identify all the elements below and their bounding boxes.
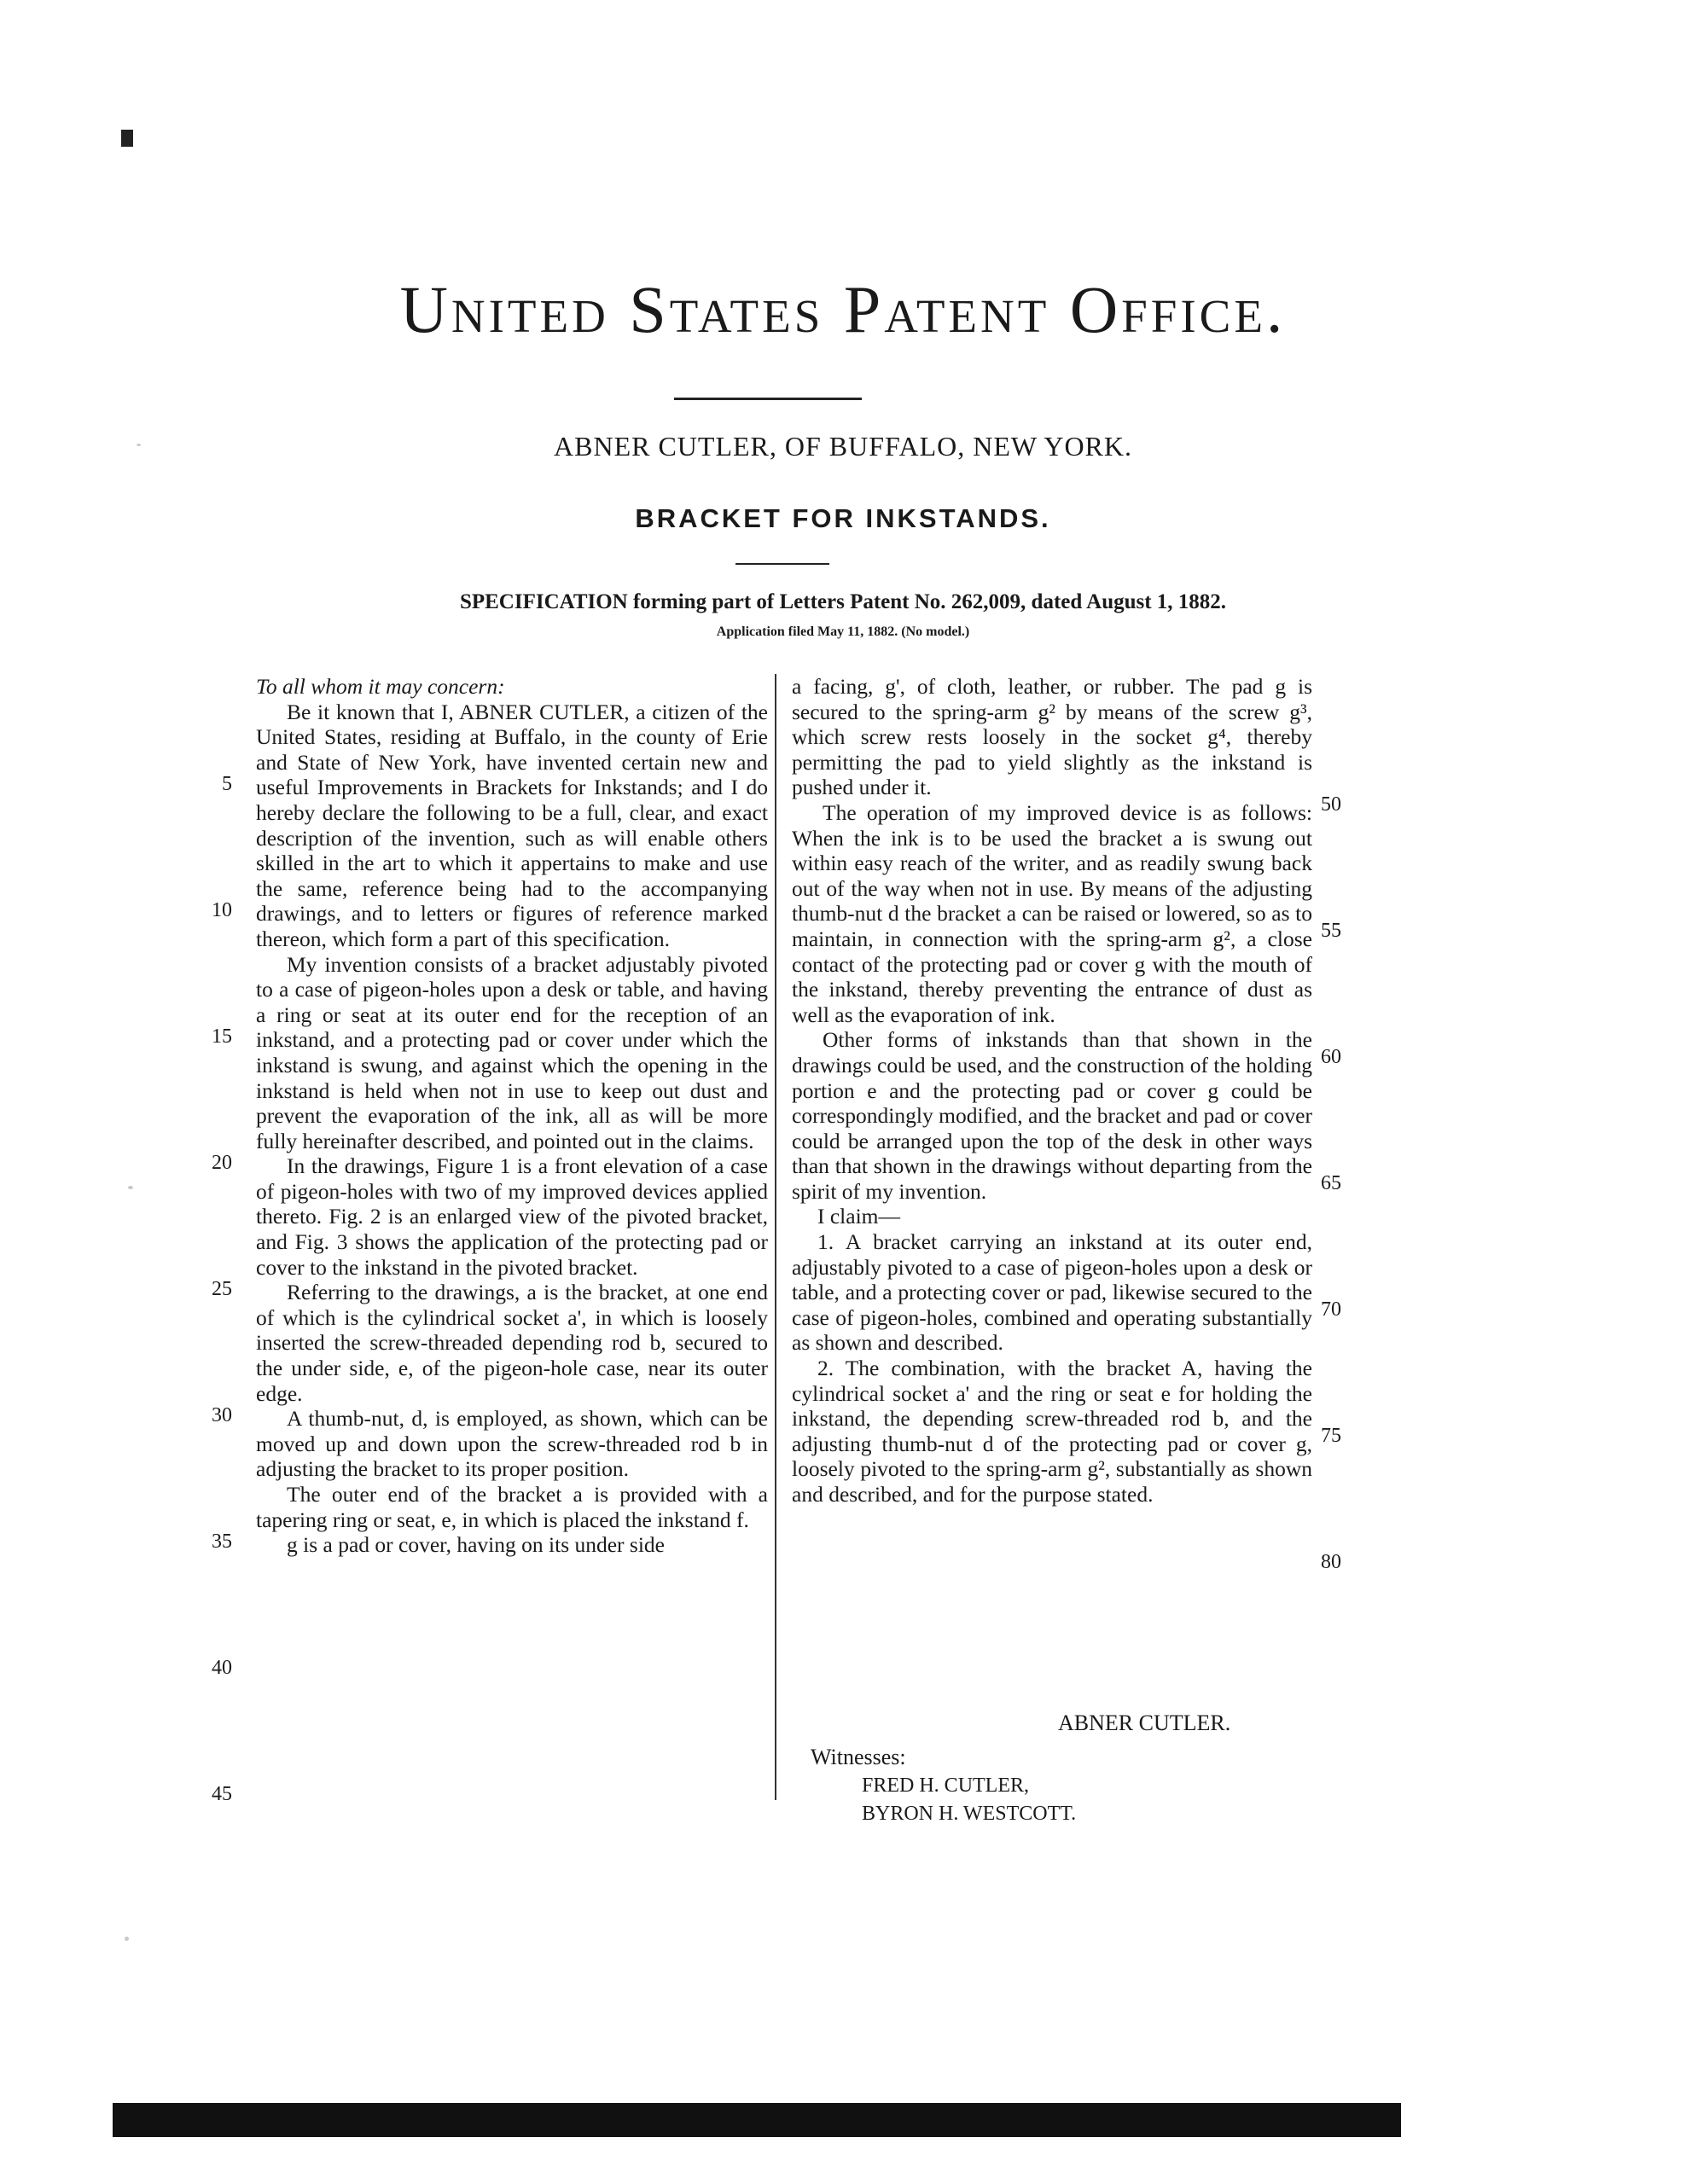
line-number: 60 bbox=[1321, 1046, 1341, 1068]
line-number: 75 bbox=[1321, 1425, 1341, 1447]
application-line: Application filed May 11, 1882. (No model.) bbox=[716, 624, 970, 639]
specification-line: SPECIFICATION forming part of Letters Patent No. 262,009, dated August 1, 1882. bbox=[459, 590, 1227, 613]
line-number: 70 bbox=[1321, 1298, 1341, 1321]
line-number: 50 bbox=[1321, 793, 1341, 816]
paragraph: Referring to the drawings, a is the bracket, at one end of which is the cylindrical socket a', in which is loosely inserted the screw-threaded depending rod b, secured to the under side, e, of the pigeon-hole case, near its outer edge. bbox=[256, 1280, 768, 1406]
claim: 2. The combination, with the bracket A, having the cylindrical socket a' and the ring or seat e for holding the inkstand, the depending screw-threaded rod b, and the adjusting thumb-nut d of the protecting pad or cover g, loosely pivoted to the spring-arm g², substantially as shown and described, and for the purpose stated. bbox=[792, 1356, 1312, 1507]
inventor-signature: ABNER CUTLER. bbox=[1058, 1711, 1231, 1735]
patent-office-heading: United States Patent Office. bbox=[399, 272, 1287, 346]
line-number: 5 bbox=[222, 773, 232, 795]
line-number: 40 bbox=[212, 1657, 232, 1679]
page-edge-mark bbox=[121, 130, 133, 147]
paragraph: The operation of my improved device is as follows: When the ink is to be used the bracket a is swung out within easy reach of the writer, and as readily swung back out of the way when not in use. By means of the adjusting thumb-nut d the bracket a can be raised or lowered, so as to maintain, in connection with the spring-arm g², a close contact of the protecting pad or cover g with the mouth of the inkstand, thereby preventing the entrance of dust as well as the evaporation of ink. bbox=[792, 799, 1312, 1027]
paragraph: Be it known that I, ABNER CUTLER, a citizen of the United States, residing at Buffalo, in the county of Erie and State of New York, have invented certain new and useful Improvements in Brackets for Inkstands; and I do hereby declare the following to be a full, clear, and exact description of the invention, such as will enable others skilled in the art to which it appertains to make and use the same, reference being had to the accompanying drawings, and to letters or figures of reference marked thereon, which form a part of this specification. bbox=[256, 699, 768, 951]
line-number: 80 bbox=[1321, 1551, 1341, 1573]
line-number: 45 bbox=[212, 1783, 232, 1805]
line-number: 25 bbox=[212, 1278, 232, 1300]
salutation: To all whom it may concern: bbox=[256, 674, 505, 699]
paragraph: g is a pad or cover, having on its under side bbox=[287, 1532, 666, 1558]
line-number: 30 bbox=[212, 1404, 232, 1426]
scan-bottom-bar bbox=[113, 2103, 1401, 2137]
invention-title: BRACKET FOR INKSTANDS. bbox=[635, 503, 1051, 533]
line-number: 35 bbox=[212, 1531, 232, 1553]
line-number: 10 bbox=[212, 899, 232, 921]
witness-name: FRED H. CUTLER, bbox=[862, 1774, 1030, 1797]
paragraph: The outer end of the bracket a is provided with a tapering ring or seat, e, in which is placed the inkstand f. bbox=[256, 1482, 768, 1532]
paragraph: a facing, g', of cloth, leather, or rubber. The pad g is secured to the spring-arm g² by means of the screw g³, which screw rests loosely in the socket g⁴, thereby permitting the pad to yield slightly as the inkstand is pushed under it. bbox=[792, 674, 1312, 800]
line-number: 15 bbox=[212, 1025, 232, 1048]
inventor-line: ABNER CUTLER, OF BUFFALO, NEW YORK. bbox=[554, 431, 1132, 462]
line-number: 20 bbox=[212, 1152, 232, 1174]
claim: 1. A bracket carrying an inkstand at its outer end, adjustably pivoted to a case of pigeon-holes upon a desk or table, and a protecting cover or pad, likewise secured to the case of pigeon-holes, combined and operating substantially as shown and described. bbox=[792, 1229, 1312, 1356]
column-divider bbox=[775, 674, 776, 1800]
paragraph: A thumb-nut, d, is employed, as shown, which can be moved up and down upon the screw-threaded rod b in adjusting the bracket to its proper position. bbox=[256, 1406, 768, 1482]
paragraph: Other forms of inkstands than that shown in the drawings could be used, and the construction of the holding portion e and the protecting pad or cover g could be correspondingly modified, and the bracket and pad or cover could be arranged upon the top of the desk in other ways than that shown in the drawings without departing from the spirit of my invention. bbox=[792, 1027, 1312, 1204]
title-rule bbox=[735, 563, 829, 565]
line-number: 65 bbox=[1321, 1172, 1341, 1194]
paragraph: In the drawings, Figure 1 is a front elevation of a case of pigeon-holes with two of my improved devices applied thereto. Fig. 2 is an enlarged view of the pivoted bracket, and Fig. 3 shows the application of the protecting pad or cover to the inkstand in the pivoted bracket. bbox=[256, 1153, 768, 1280]
paragraph: My invention consists of a bracket adjustably pivoted to a case of pigeon-holes upon a desk or table, and having a ring or seat at its outer end for the reception of an inkstand, and a protecting pad or cover under which the inkstand is swung, and against which the opening in the inkstand is held when not in use to keep out dust and prevent the evaporation of the ink, all as will be more fully hereinafter described, and pointed out in the claims. bbox=[256, 951, 768, 1153]
scan-speck bbox=[128, 1186, 133, 1189]
witnesses-label: Witnesses: bbox=[811, 1745, 906, 1769]
claim-intro: I claim— bbox=[817, 1204, 901, 1229]
heading-rule bbox=[674, 398, 862, 400]
right-column bbox=[792, 674, 1312, 1507]
scan-speck bbox=[125, 1937, 129, 1941]
left-column bbox=[256, 674, 768, 1558]
line-number: 55 bbox=[1321, 920, 1341, 942]
witness-name: BYRON H. WESTCOTT. bbox=[862, 1803, 1077, 1825]
